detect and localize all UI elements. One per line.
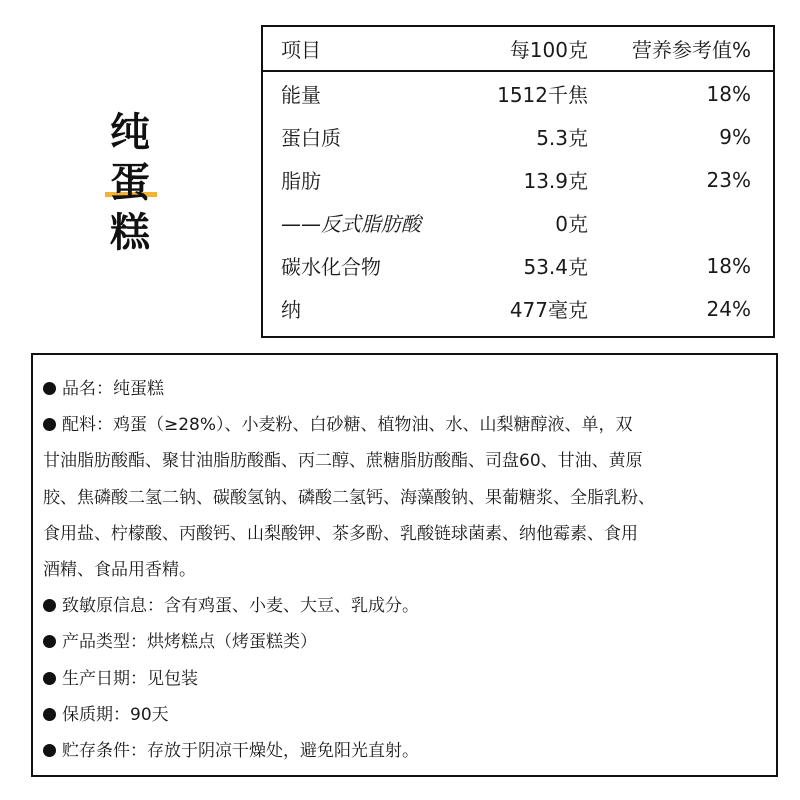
nutrient-value: 477毫克 <box>509 298 588 322</box>
nutrient-name: 能量 <box>281 83 321 107</box>
info-storage <box>43 733 762 769</box>
nutrient-nrv <box>588 201 773 244</box>
bullet-icon <box>43 635 56 648</box>
product-type-text: 产品类型：烘烤糕点（烤蛋糕类） <box>62 632 317 653</box>
info-shelf-life <box>43 697 762 733</box>
nutrition-row <box>263 287 773 330</box>
nutrient-nrv: 18% <box>706 253 751 278</box>
nutrition-row <box>263 244 773 287</box>
bullet-icon <box>43 382 56 395</box>
info-product-type <box>43 624 762 660</box>
nutrient-value: 1512千焦 <box>497 83 588 107</box>
nutrient-name: 纳 <box>281 298 301 322</box>
header-nrv: 营养参考值% <box>588 27 773 71</box>
ingredients-line: 配料：鸡蛋（≥28%）、小麦粉、白砂糖、植物油、水、山梨糖醇液、单，双 <box>62 415 633 436</box>
title-char-1: 纯 <box>110 110 150 156</box>
product-name-text: 品名：纯蛋糕 <box>62 379 164 399</box>
ingredients-line: 胶、焦磷酸二氢二钠、碳酸氢钠、磷酸二氢钙、海藻酸钠、果葡糖浆、全脂乳粉、 <box>43 487 655 508</box>
nutrient-nrv: 24% <box>706 296 751 321</box>
ingredients-line: 食用盐、柠檬酸、丙酸钙、山梨酸钾、茶多酚、乳酸链球菌素、纳他霉素、食用 <box>43 523 638 544</box>
header-per100g: 每100克 <box>486 27 588 71</box>
nutrient-nrv: 9% <box>719 124 751 149</box>
info-production-date <box>43 661 762 697</box>
nutrition-row <box>263 201 773 244</box>
nutrient-value: 13.9克 <box>523 169 588 193</box>
bullet-icon <box>43 672 56 685</box>
bullet-icon <box>43 599 56 612</box>
nutrient-name: ——反式脂肪酸 <box>281 212 421 236</box>
header-item: 项目 <box>263 27 486 71</box>
ingredients-line: 酒精、食品用香精。 <box>43 560 196 581</box>
nutrition-row <box>263 115 773 158</box>
nutrient-nrv: 18% <box>706 81 751 106</box>
nutrition-header-row <box>263 27 773 71</box>
allergen-text: 致敏原信息：含有鸡蛋、小麦、大豆、乳成分。 <box>62 596 419 617</box>
ingredients-line: 甘油脂肪酸酯、聚甘油脂肪酸酯、丙二醇、蔗糖脂肪酸酯、司盘60、甘油、黄原 <box>43 451 643 472</box>
nutrient-name: 碳水化合物 <box>281 255 381 279</box>
storage-text: 贮存条件：存放于阴凉干燥处，避免阳光直射。 <box>62 741 419 762</box>
production-date-text: 生产日期：见包装 <box>62 668 198 689</box>
nutrient-value: 0克 <box>555 212 588 236</box>
nutrition-row <box>263 71 773 115</box>
bullet-icon <box>43 744 56 757</box>
nutrition-row <box>263 158 773 201</box>
nutrient-value: 53.4克 <box>523 255 588 279</box>
info-allergen <box>43 588 762 624</box>
nutrient-value: 5.3克 <box>536 126 588 150</box>
title-char-3: 糕 <box>110 210 150 256</box>
nutrient-name: 脂肪 <box>281 169 321 193</box>
nutrition-facts-table <box>261 25 775 338</box>
info-ingredients <box>43 407 762 588</box>
shelf-life-text: 保质期：90天 <box>62 704 169 725</box>
nutrient-name: 蛋白质 <box>281 126 341 150</box>
nutrient-nrv: 23% <box>706 167 751 192</box>
product-title <box>100 108 160 258</box>
info-product-name <box>43 371 762 407</box>
bullet-icon <box>43 418 56 431</box>
bullet-icon <box>43 708 56 721</box>
title-char-2: 蛋 <box>110 160 150 206</box>
product-info-box <box>31 353 778 777</box>
